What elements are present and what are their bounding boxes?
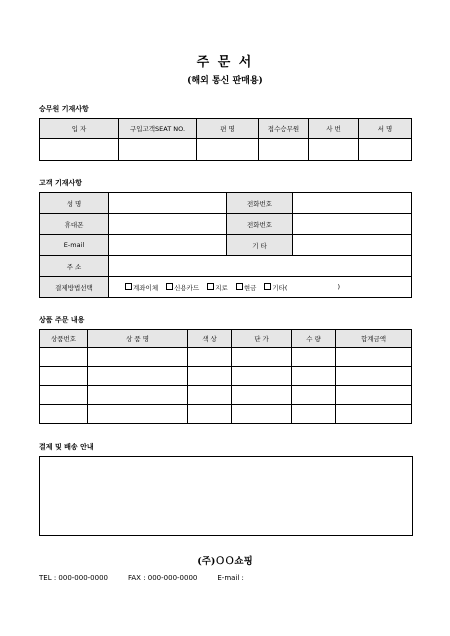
document-subtitle: (해외 통신 판매용) (187, 76, 263, 86)
crew-seat-cell[interactable] (119, 139, 197, 161)
payment-option-other[interactable]: 기타( (264, 283, 287, 292)
email-text: E-mail : (217, 574, 244, 582)
crew-col-seat: 구입고객SEAT NO. (119, 119, 197, 139)
order-cell[interactable] (88, 386, 188, 405)
address-field[interactable] (109, 256, 412, 277)
notice-section-heading: 결제 및 배송 안내 (39, 443, 94, 451)
crew-col-date: 입 자 (40, 119, 119, 139)
order-cell[interactable] (88, 348, 188, 367)
mobile-label: 휴대폰 (40, 214, 109, 235)
customer-section-heading: 고객 기재사항 (39, 179, 83, 187)
name-field[interactable] (109, 193, 227, 214)
crew-flight-cell[interactable] (197, 139, 259, 161)
order-table (39, 329, 412, 424)
crew-section-heading: 승무원 기재사항 (39, 105, 89, 113)
crew-date-cell[interactable] (40, 139, 119, 161)
phone2-field[interactable] (293, 214, 412, 235)
crew-col-employee-no: 사 번 (309, 119, 359, 139)
order-cell[interactable] (188, 367, 232, 386)
document-title: 주 문 서 (196, 55, 254, 70)
order-col-unit-price: 단 가 (232, 330, 292, 348)
order-cell[interactable] (88, 367, 188, 386)
crew-receiver-cell[interactable] (259, 139, 309, 161)
order-cell[interactable] (40, 348, 88, 367)
name-label: 성 명 (40, 193, 109, 214)
order-cell[interactable] (188, 386, 232, 405)
crew-table (39, 118, 412, 161)
order-cell[interactable] (40, 367, 88, 386)
order-col-color: 색 상 (188, 330, 232, 348)
payment-options (109, 277, 412, 298)
order-cell[interactable] (336, 348, 412, 367)
payment-option-giro[interactable]: 지로 (207, 283, 228, 292)
order-col-quantity: 수 량 (292, 330, 336, 348)
order-col-product-no: 상품번호 (40, 330, 88, 348)
order-section-heading: 상품 주문 내용 (39, 316, 85, 324)
order-cell[interactable] (232, 367, 292, 386)
order-col-product-name: 상 품 명 (88, 330, 188, 348)
order-cell[interactable] (292, 405, 336, 424)
payment-option-card[interactable]: 신용카드 (166, 283, 199, 292)
payment-label: 결제방법선택 (40, 277, 109, 298)
table-row (40, 386, 412, 405)
crew-col-flight: 편 명 (197, 119, 259, 139)
order-cell[interactable] (40, 405, 88, 424)
notice-box[interactable] (39, 456, 413, 536)
address-label: 주 소 (40, 256, 109, 277)
etc-field[interactable] (293, 235, 412, 256)
crew-col-receiver: 접수승무원 (259, 119, 309, 139)
checkbox-icon[interactable] (166, 283, 173, 290)
table-row (40, 367, 412, 386)
order-cell[interactable] (336, 367, 412, 386)
customer-table (39, 192, 412, 298)
email-label: E-mail (40, 235, 109, 256)
order-cell[interactable] (232, 348, 292, 367)
table-row (40, 348, 412, 367)
order-cell[interactable] (292, 367, 336, 386)
crew-signature-cell[interactable] (359, 139, 412, 161)
phone1-field[interactable] (293, 193, 412, 214)
company-name: (주)ＯＯ쇼핑 (197, 556, 253, 567)
contact-line (39, 574, 264, 582)
order-cell[interactable] (88, 405, 188, 424)
order-cell[interactable] (336, 386, 412, 405)
table-row (40, 405, 412, 424)
email-field[interactable] (109, 235, 227, 256)
phone2-label: 전화번호 (227, 214, 293, 235)
checkbox-icon[interactable] (125, 283, 132, 290)
order-cell[interactable] (292, 386, 336, 405)
payment-option-other-close: ) (337, 283, 341, 291)
tel-text: TEL : 000-000-0000 (39, 574, 108, 582)
mobile-field[interactable] (109, 214, 227, 235)
phone1-label: 전화번호 (227, 193, 293, 214)
crew-employee-no-cell[interactable] (309, 139, 359, 161)
order-cell[interactable] (188, 348, 232, 367)
checkbox-icon[interactable] (236, 283, 243, 290)
etc-label: 기 타 (227, 235, 293, 256)
checkbox-icon[interactable] (264, 283, 271, 290)
checkbox-icon[interactable] (207, 283, 214, 290)
crew-col-signature: 서 명 (359, 119, 412, 139)
order-cell[interactable] (188, 405, 232, 424)
order-cell[interactable] (336, 405, 412, 424)
order-cell[interactable] (292, 348, 336, 367)
payment-option-cash[interactable]: 현금 (236, 283, 257, 292)
order-col-total: 합계금액 (336, 330, 412, 348)
payment-option-transfer[interactable]: 계좌이체 (125, 283, 158, 292)
order-cell[interactable] (40, 386, 88, 405)
fax-text: FAX : 000-000-0000 (128, 574, 198, 582)
order-cell[interactable] (232, 386, 292, 405)
order-cell[interactable] (232, 405, 292, 424)
